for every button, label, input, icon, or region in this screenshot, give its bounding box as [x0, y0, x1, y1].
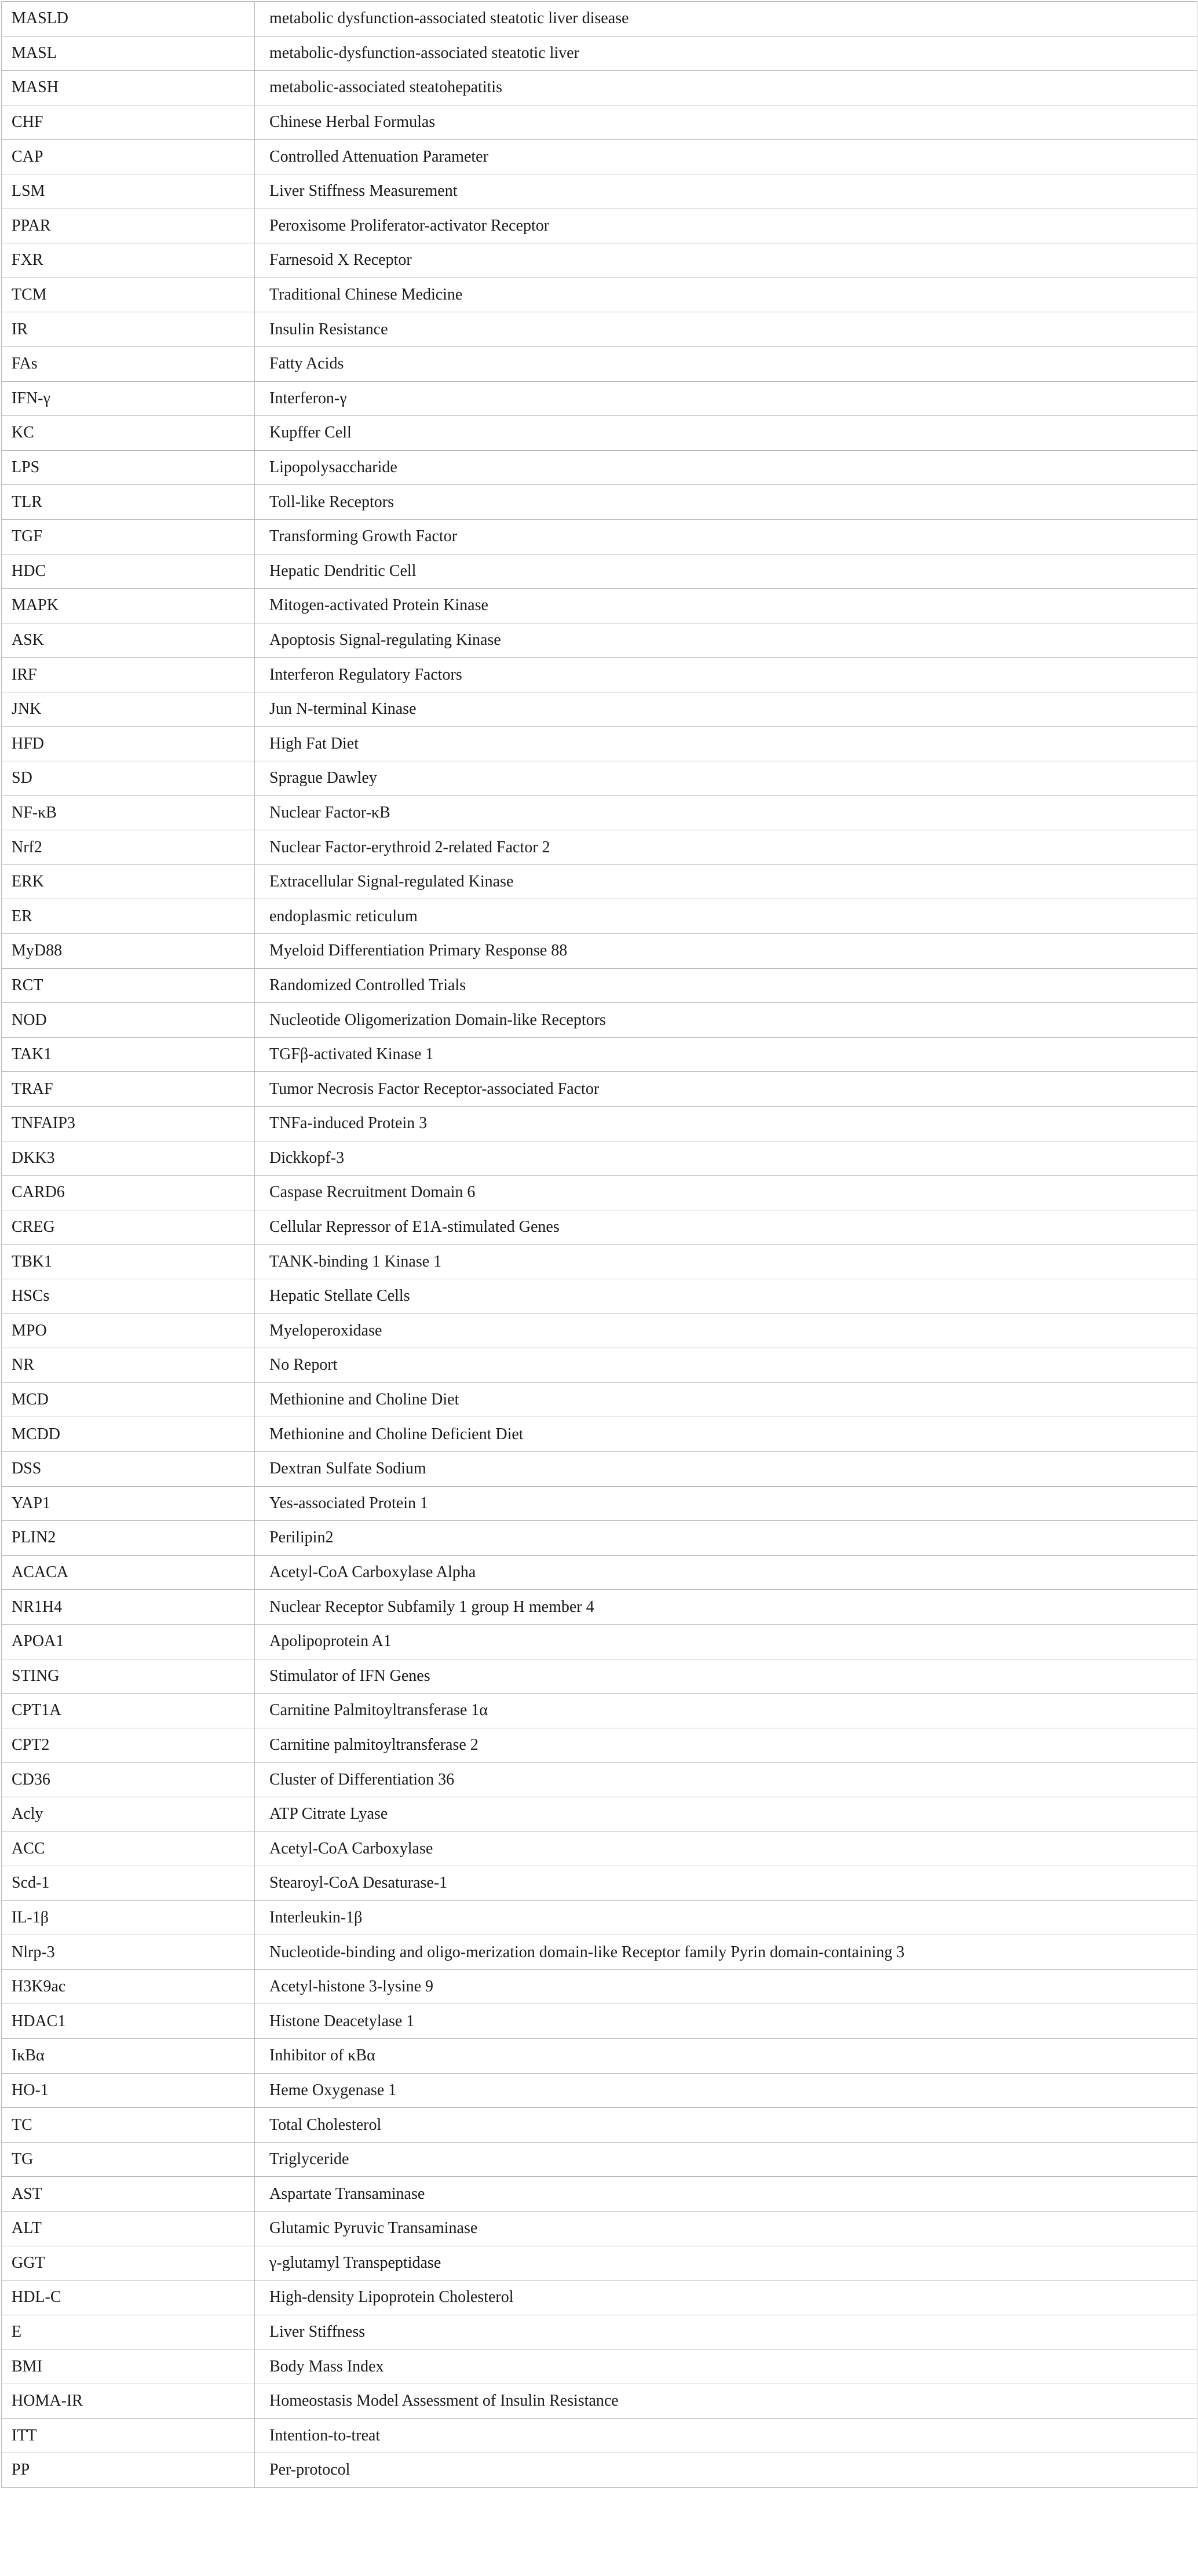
full-term-cell: Liver Stiffness: [255, 2315, 1197, 2349]
full-term-cell: Carnitine palmitoyltransferase 2: [255, 1728, 1197, 1763]
abbreviation-cell: ALT: [2, 2212, 255, 2246]
full-term-cell: Myeloperoxidase: [255, 1313, 1197, 1348]
full-term-cell: Dextran Sulfate Sodium: [255, 1451, 1197, 1486]
table-row: [2, 1141, 1197, 1176]
table-row: [2, 1763, 1197, 1797]
table-row: [2, 2212, 1197, 2246]
full-term-cell: Caspase Recruitment Domain 6: [255, 1176, 1197, 1210]
full-term-cell: Kupffer Cell: [255, 416, 1197, 451]
abbreviation-cell: TAK1: [2, 1037, 255, 1072]
table-row: [2, 692, 1197, 727]
full-term-cell: Apoptosis Signal-regulating Kinase: [255, 623, 1197, 658]
table-row: [2, 1866, 1197, 1901]
abbreviation-cell: ACACA: [2, 1555, 255, 1590]
table-row: [2, 1521, 1197, 1556]
table-row: [2, 1624, 1197, 1659]
full-term-cell: High Fat Diet: [255, 727, 1197, 761]
abbreviation-cell: MASL: [2, 36, 255, 71]
full-term-cell: Cellular Repressor of E1A-stimulated Genes: [255, 1210, 1197, 1245]
full-term-cell: Peroxisome Proliferator-activator Receptor: [255, 209, 1197, 243]
abbreviation-cell: HFD: [2, 727, 255, 761]
table-row: [2, 589, 1197, 623]
abbreviation-cell: MPO: [2, 1313, 255, 1348]
table-row: [2, 2073, 1197, 2108]
abbreviation-cell: TGF: [2, 519, 255, 554]
abbreviation-cell: TC: [2, 2108, 255, 2143]
abbreviation-cell: ASK: [2, 623, 255, 658]
table-row: [2, 2108, 1197, 2143]
abbreviation-cell: CD36: [2, 1763, 255, 1797]
table-row: [2, 450, 1197, 485]
abbreviation-cell: E: [2, 2315, 255, 2349]
abbreviation-cell: APOA1: [2, 1624, 255, 1659]
abbreviation-cell: ACC: [2, 1831, 255, 1866]
abbreviation-cell: CHF: [2, 105, 255, 140]
table-row: [2, 416, 1197, 451]
abbreviation-cell: LSM: [2, 174, 255, 209]
full-term-cell: Nucleotide Oligomerization Domain-like Receptors: [255, 1003, 1197, 1038]
full-term-cell: Glutamic Pyruvic Transaminase: [255, 2212, 1197, 2246]
full-term-cell: Interferon-γ: [255, 381, 1197, 416]
abbreviation-cell: NR1H4: [2, 1590, 255, 1625]
table-row: [2, 1003, 1197, 1038]
abbreviation-cell: RCT: [2, 968, 255, 1003]
abbreviation-cell: PLIN2: [2, 1521, 255, 1556]
full-term-cell: Transforming Growth Factor: [255, 519, 1197, 554]
table-row: [2, 1176, 1197, 1210]
abbreviation-cell: TBK1: [2, 1245, 255, 1279]
full-term-cell: Histone Deacetylase 1: [255, 2004, 1197, 2039]
full-term-cell: Inhibitor of κBα: [255, 2039, 1197, 2074]
table-row: [2, 2004, 1197, 2039]
table-row: [2, 2, 1197, 37]
table-row: [2, 796, 1197, 830]
table-row: [2, 2246, 1197, 2281]
full-term-cell: Randomized Controlled Trials: [255, 968, 1197, 1003]
abbreviation-cell: DSS: [2, 1451, 255, 1486]
full-term-cell: metabolic-dysfunction-associated steatotic liver: [255, 36, 1197, 71]
abbreviation-cell: TG: [2, 2142, 255, 2177]
abbreviation-cell: IκBα: [2, 2039, 255, 2074]
table-row: [2, 1382, 1197, 1417]
abbreviation-cell: ER: [2, 899, 255, 934]
abbreviation-cell: HDAC1: [2, 2004, 255, 2039]
abbreviation-cell: FXR: [2, 243, 255, 278]
table-row: [2, 1210, 1197, 1245]
abbreviations-table: [1, 1, 1197, 2488]
abbreviation-cell: IR: [2, 312, 255, 347]
full-term-cell: Stimulator of IFN Genes: [255, 1659, 1197, 1694]
abbreviation-cell: Scd-1: [2, 1866, 255, 1901]
table-row: [2, 2142, 1197, 2177]
table-row: [2, 1451, 1197, 1486]
table-row: [2, 1037, 1197, 1072]
full-term-cell: metabolic dysfunction-associated steatotic liver disease: [255, 2, 1197, 37]
full-term-cell: γ-glutamyl Transpeptidase: [255, 2246, 1197, 2281]
full-term-cell: Farnesoid X Receptor: [255, 243, 1197, 278]
full-term-cell: Lipopolysaccharide: [255, 450, 1197, 485]
table-row: [2, 36, 1197, 71]
table-row: [2, 381, 1197, 416]
table-row: [2, 2453, 1197, 2488]
table-row: [2, 899, 1197, 934]
table-row: [2, 519, 1197, 554]
abbreviation-cell: JNK: [2, 692, 255, 727]
abbreviation-cell: NR: [2, 1348, 255, 1383]
full-term-cell: Insulin Resistance: [255, 312, 1197, 347]
table-row: [2, 1417, 1197, 1452]
abbreviation-cell: CPT2: [2, 1728, 255, 1763]
table-row: [2, 1831, 1197, 1866]
abbreviations-table-container: [1, 1, 1197, 2488]
table-row: [2, 1072, 1197, 1107]
full-term-cell: ATP Citrate Lyase: [255, 1797, 1197, 1831]
abbreviation-cell: TNFAIP3: [2, 1107, 255, 1141]
full-term-cell: Heme Oxygenase 1: [255, 2073, 1197, 2108]
full-term-cell: TANK-binding 1 Kinase 1: [255, 1245, 1197, 1279]
abbreviation-cell: Nlrp-3: [2, 1935, 255, 1970]
table-row: [2, 727, 1197, 761]
table-row: [2, 1969, 1197, 2004]
full-term-cell: Controlled Attenuation Parameter: [255, 140, 1197, 174]
abbreviation-cell: NOD: [2, 1003, 255, 1038]
full-term-cell: Hepatic Stellate Cells: [255, 1279, 1197, 1313]
full-term-cell: Nuclear Factor-κB: [255, 796, 1197, 830]
full-term-cell: TNFa-induced Protein 3: [255, 1107, 1197, 1141]
table-row: [2, 623, 1197, 658]
abbreviations-table-body: [2, 2, 1197, 2488]
table-row: [2, 2177, 1197, 2212]
full-term-cell: Stearoyl-CoA Desaturase-1: [255, 1866, 1197, 1901]
table-row: [2, 2315, 1197, 2349]
full-term-cell: Intention-to-treat: [255, 2418, 1197, 2453]
table-row: [2, 2384, 1197, 2418]
table-row: [2, 1348, 1197, 1383]
abbreviation-cell: TRAF: [2, 1072, 255, 1107]
table-row: [2, 1590, 1197, 1625]
full-term-cell: Liver Stiffness Measurement: [255, 174, 1197, 209]
abbreviation-cell: CREG: [2, 1210, 255, 1245]
abbreviation-cell: ERK: [2, 864, 255, 899]
table-row: [2, 278, 1197, 312]
table-row: [2, 1279, 1197, 1313]
abbreviation-cell: MyD88: [2, 934, 255, 969]
full-term-cell: Carnitine Palmitoyltransferase 1α: [255, 1694, 1197, 1728]
table-row: [2, 312, 1197, 347]
full-term-cell: Perilipin2: [255, 1521, 1197, 1556]
abbreviation-cell: SD: [2, 761, 255, 796]
full-term-cell: Mitogen-activated Protein Kinase: [255, 589, 1197, 623]
abbreviation-cell: TLR: [2, 485, 255, 520]
full-term-cell: Interferon Regulatory Factors: [255, 658, 1197, 692]
abbreviation-cell: HOMA-IR: [2, 2384, 255, 2418]
full-term-cell: Acetyl-histone 3-lysine 9: [255, 1969, 1197, 2004]
abbreviation-cell: IRF: [2, 658, 255, 692]
full-term-cell: Hepatic Dendritic Cell: [255, 554, 1197, 589]
abbreviation-cell: HO-1: [2, 2073, 255, 2108]
full-term-cell: Per-protocol: [255, 2453, 1197, 2488]
full-term-cell: No Report: [255, 1348, 1197, 1383]
full-term-cell: Traditional Chinese Medicine: [255, 278, 1197, 312]
full-term-cell: Acetyl-CoA Carboxylase Alpha: [255, 1555, 1197, 1590]
abbreviation-cell: DKK3: [2, 1141, 255, 1176]
abbreviation-cell: FAs: [2, 346, 255, 381]
full-term-cell: Methionine and Choline Deficient Diet: [255, 1417, 1197, 1452]
abbreviation-cell: BMI: [2, 2349, 255, 2384]
table-row: [2, 658, 1197, 692]
full-term-cell: Nuclear Factor-erythroid 2-related Factor 2: [255, 830, 1197, 865]
abbreviation-cell: MCD: [2, 1382, 255, 1417]
table-row: [2, 1900, 1197, 1935]
abbreviation-cell: MCDD: [2, 1417, 255, 1452]
abbreviation-cell: GGT: [2, 2246, 255, 2281]
full-term-cell: Acetyl-CoA Carboxylase: [255, 1831, 1197, 1866]
table-row: [2, 1555, 1197, 1590]
abbreviation-cell: STING: [2, 1659, 255, 1694]
table-row: [2, 2349, 1197, 2384]
table-row: [2, 2039, 1197, 2074]
table-row: [2, 554, 1197, 589]
full-term-cell: Yes-associated Protein 1: [255, 1486, 1197, 1521]
full-term-cell: Dickkopf-3: [255, 1141, 1197, 1176]
table-row: [2, 346, 1197, 381]
abbreviation-cell: KC: [2, 416, 255, 451]
full-term-cell: Cluster of Differentiation 36: [255, 1763, 1197, 1797]
full-term-cell: Chinese Herbal Formulas: [255, 105, 1197, 140]
table-row: [2, 485, 1197, 520]
abbreviation-cell: IFN-γ: [2, 381, 255, 416]
full-term-cell: Sprague Dawley: [255, 761, 1197, 796]
abbreviation-cell: CAP: [2, 140, 255, 174]
table-row: [2, 105, 1197, 140]
abbreviation-cell: HDL-C: [2, 2281, 255, 2315]
abbreviation-cell: MAPK: [2, 589, 255, 623]
full-term-cell: Nucleotide-binding and oligo-merization domain-like Receptor family Pyrin domain-containing 3: [255, 1935, 1197, 1970]
full-term-cell: Interleukin-1β: [255, 1900, 1197, 1935]
table-row: [2, 830, 1197, 865]
abbreviation-cell: IL-1β: [2, 1900, 255, 1935]
full-term-cell: Homeostasis Model Assessment of Insulin Resistance: [255, 2384, 1197, 2418]
full-term-cell: TGFβ-activated Kinase 1: [255, 1037, 1197, 1072]
table-row: [2, 1728, 1197, 1763]
abbreviation-cell: NF-κB: [2, 796, 255, 830]
full-term-cell: Aspartate Transaminase: [255, 2177, 1197, 2212]
abbreviation-cell: ITT: [2, 2418, 255, 2453]
table-row: [2, 968, 1197, 1003]
full-term-cell: Toll-like Receptors: [255, 485, 1197, 520]
full-term-cell: Extracellular Signal-regulated Kinase: [255, 864, 1197, 899]
abbreviation-cell: AST: [2, 2177, 255, 2212]
full-term-cell: High-density Lipoprotein Cholesterol: [255, 2281, 1197, 2315]
table-row: [2, 243, 1197, 278]
abbreviation-cell: PP: [2, 2453, 255, 2488]
full-term-cell: Methionine and Choline Diet: [255, 1382, 1197, 1417]
full-term-cell: Nuclear Receptor Subfamily 1 group H member 4: [255, 1590, 1197, 1625]
abbreviation-cell: CARD6: [2, 1176, 255, 1210]
full-term-cell: endoplasmic reticulum: [255, 899, 1197, 934]
full-term-cell: Tumor Necrosis Factor Receptor-associated Factor: [255, 1072, 1197, 1107]
full-term-cell: Body Mass Index: [255, 2349, 1197, 2384]
full-term-cell: Fatty Acids: [255, 346, 1197, 381]
abbreviation-cell: MASLD: [2, 2, 255, 37]
table-row: [2, 174, 1197, 209]
abbreviation-cell: MASH: [2, 71, 255, 105]
table-row: [2, 1935, 1197, 1970]
table-row: [2, 71, 1197, 105]
table-row: [2, 2281, 1197, 2315]
table-row: [2, 209, 1197, 243]
abbreviation-cell: H3K9ac: [2, 1969, 255, 2004]
abbreviation-cell: YAP1: [2, 1486, 255, 1521]
table-row: [2, 1313, 1197, 1348]
table-row: [2, 1107, 1197, 1141]
full-term-cell: Jun N-terminal Kinase: [255, 692, 1197, 727]
table-row: [2, 1797, 1197, 1831]
table-row: [2, 1694, 1197, 1728]
abbreviation-cell: Acly: [2, 1797, 255, 1831]
full-term-cell: Myeloid Differentiation Primary Response 88: [255, 934, 1197, 969]
abbreviation-cell: PPAR: [2, 209, 255, 243]
table-row: [2, 934, 1197, 969]
table-row: [2, 2418, 1197, 2453]
table-row: [2, 1245, 1197, 1279]
table-row: [2, 140, 1197, 174]
table-row: [2, 1659, 1197, 1694]
full-term-cell: Triglyceride: [255, 2142, 1197, 2177]
full-term-cell: Total Cholesterol: [255, 2108, 1197, 2143]
abbreviation-cell: LPS: [2, 450, 255, 485]
full-term-cell: Apolipoprotein A1: [255, 1624, 1197, 1659]
table-row: [2, 761, 1197, 796]
abbreviation-cell: TCM: [2, 278, 255, 312]
abbreviation-cell: CPT1A: [2, 1694, 255, 1728]
abbreviation-cell: HSCs: [2, 1279, 255, 1313]
abbreviation-cell: HDC: [2, 554, 255, 589]
table-row: [2, 864, 1197, 899]
full-term-cell: metabolic-associated steatohepatitis: [255, 71, 1197, 105]
abbreviation-cell: Nrf2: [2, 830, 255, 865]
table-row: [2, 1486, 1197, 1521]
